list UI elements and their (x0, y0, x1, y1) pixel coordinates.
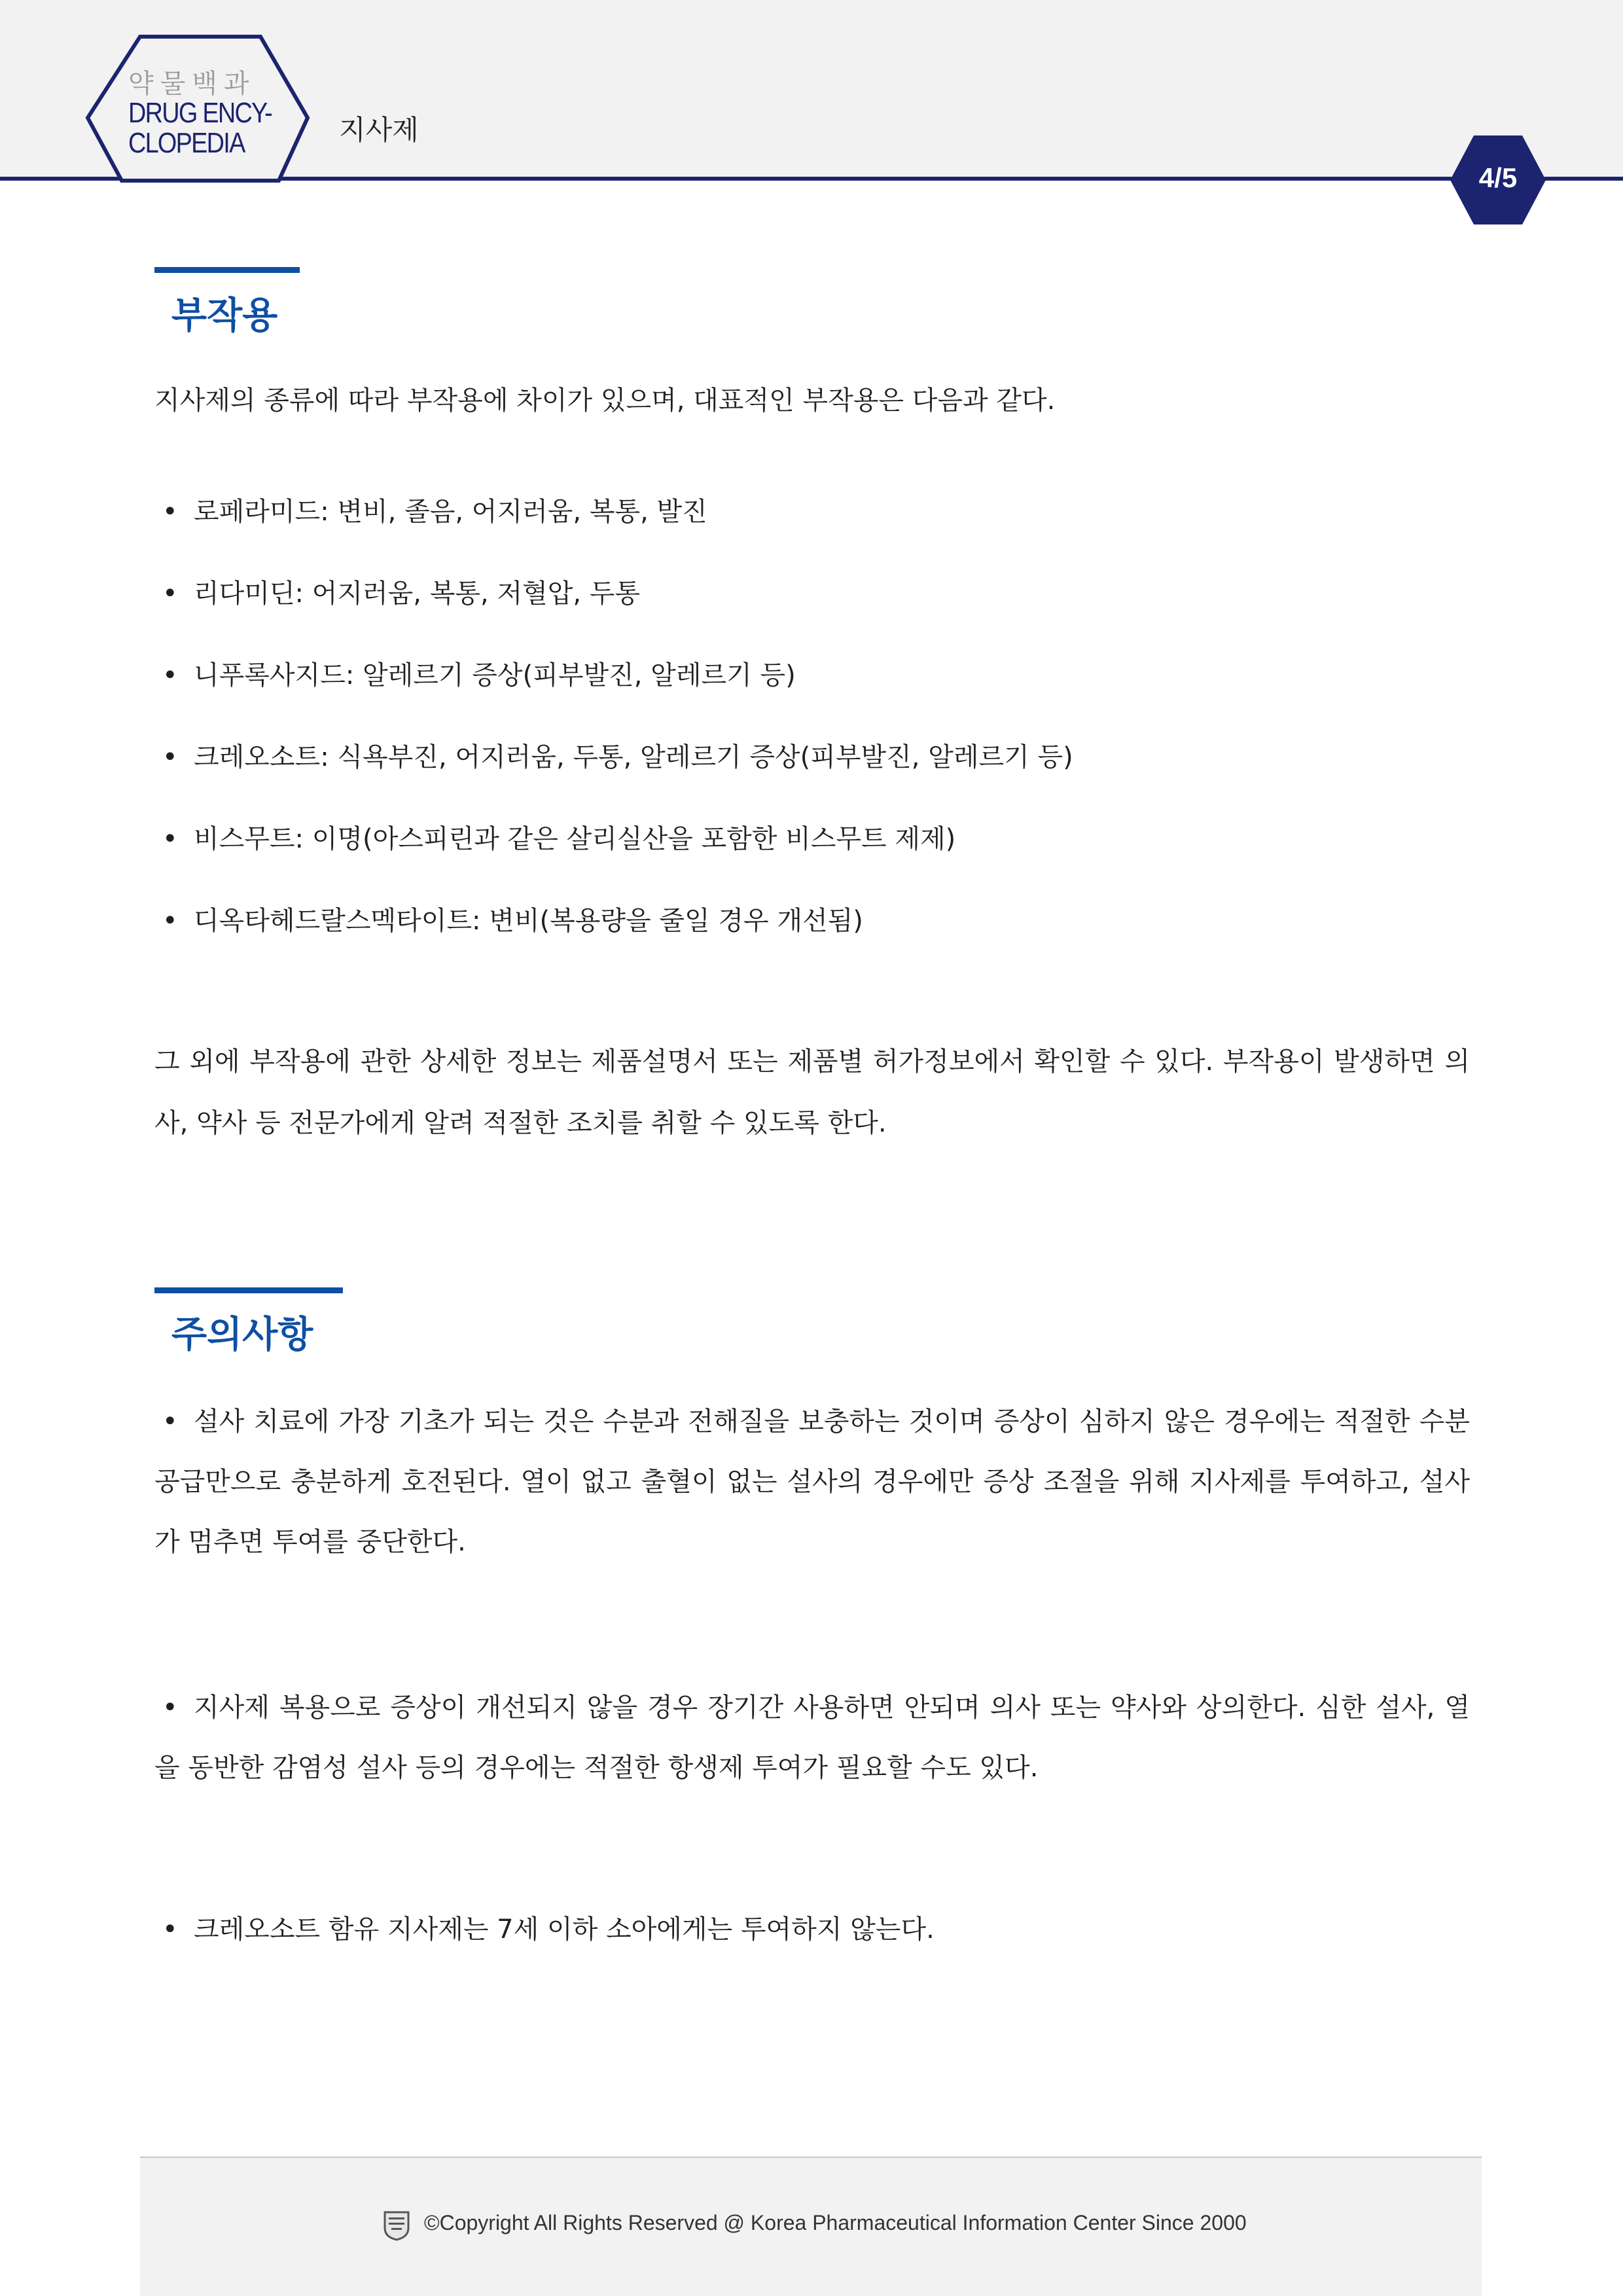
precaution-text: 지사제 복용으로 증상이 개선되지 않을 경우 장기간 사용하면 안되며 의사 또는 약사와 상의한다. 심한 설사, 열을 동반한 감염성 설사 등의 경우에는 적절한 항생제 투여가 필요할 수도 있다. (154, 1693, 1470, 1783)
footer-copyright: ©Copyright All Rights Reserved @ Korea Pharmaceutical Information Center Since 2000 (424, 2211, 1247, 2234)
list-item (154, 645, 1463, 726)
list-item-text: 크레오소트: 식욕부진, 어지러움, 두통, 알레르기 증상(피부발진, 알레르기 등) (194, 742, 1073, 772)
list-item-text: 니푸록사지드: 알레르기 증상(피부발진, 알레르기 등) (194, 660, 796, 691)
side-effects-closing: 그 외에 부작용에 관한 상세한 정보는 제품설명서 또는 제품별 허가정보에서 확인할 수 있다. 부작용이 발생하면 의사, 약사 등 전문가에게 알려 적절한 조치를 취할 수 있도록 한다. (154, 1047, 1470, 1138)
precaution-item (154, 1899, 1470, 1960)
list-item-text: 리다미딘: 어지러움, 복통, 저혈압, 두통 (194, 579, 641, 609)
logo-english-line2: CLOPEDIA (128, 127, 245, 159)
precaution-item (154, 1677, 1470, 1798)
bullet-icon: • (162, 742, 178, 772)
precaution-text: 설사 치료에 가장 기초가 되는 것은 수분과 전해질을 보충하는 것이며 증상이 심하지 않은 경우에는 적절한 수분 공급만으로 충분하게 호전된다. 열이 없고 출혈이 없는 설사의 경우에만 증상 조절을 위해 지사제를 투여하고, 설사가 멈추면 투여를 중단한다. (154, 1407, 1470, 1557)
list-item (154, 726, 1463, 808)
side-effects-heading-bar (154, 267, 300, 273)
bullet-icon: • (162, 824, 178, 854)
bullet-icon: • (162, 1914, 178, 1945)
list-item (154, 481, 1463, 563)
precaution-item (154, 1391, 1470, 1572)
list-item-text: 디옥타헤드랄스멕타이트: 변비(복용량을 줄일 경우 개선됨) (194, 906, 863, 936)
bullet-icon: • (162, 579, 178, 609)
bullet-icon: • (162, 660, 178, 691)
list-item (154, 563, 1463, 645)
precautions-heading-bar (154, 1287, 343, 1293)
side-effects-list (154, 481, 1463, 972)
list-item-text: 로페라미드: 변비, 졸음, 어지러움, 복통, 발진 (194, 497, 707, 527)
bullet-icon: • (162, 497, 178, 527)
list-item-text: 비스무트: 이명(아스피린과 같은 살리실산을 포함한 비스무트 제제) (194, 824, 956, 854)
logo-english-line1: DRUG ENCY- (128, 97, 272, 129)
list-item (154, 808, 1463, 890)
side-effects-heading: 부작용 (171, 295, 278, 337)
page-title: 지사제 (339, 114, 419, 146)
side-effects-intro: 지사제의 종류에 따라 부작용에 차이가 있으며, 대표적인 부작용은 다음과 같다. (154, 386, 1056, 416)
page-indicator: 4/5 (1478, 162, 1518, 193)
bullet-icon: • (162, 906, 178, 936)
organization-emblem-icon (382, 2210, 411, 2241)
logo-korean-text: 약물백과 (128, 69, 256, 99)
logo-english-text (128, 98, 275, 158)
precaution-text: 크레오소트 함유 지사제는 7세 이하 소아에게는 투여하지 않는다. (194, 1914, 935, 1945)
bullet-icon: • (162, 1407, 178, 1437)
list-item (154, 890, 1463, 972)
precautions-heading: 주의사항 (171, 1314, 313, 1356)
bullet-icon: • (162, 1693, 178, 1723)
